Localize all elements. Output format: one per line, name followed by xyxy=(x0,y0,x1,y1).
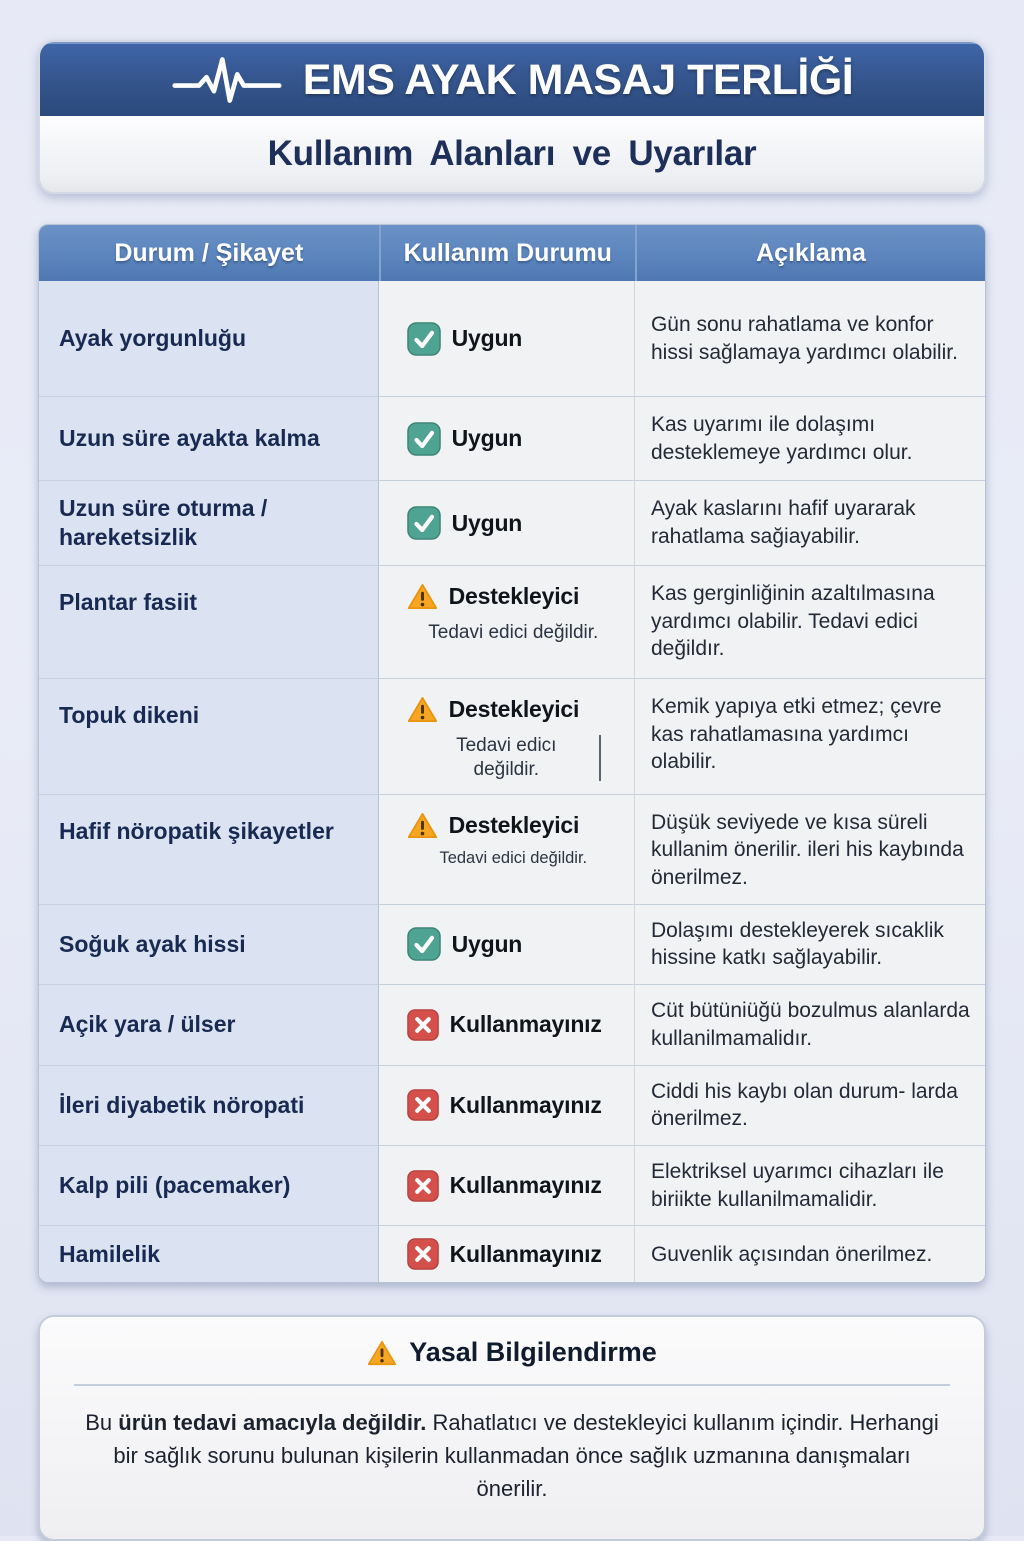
status-cell xyxy=(379,281,635,396)
description-cell: Elektriksel uyarımcı cihazları ile biriikte kullanilmamalidir. xyxy=(635,1145,985,1225)
condition-cell: İleri diyabetik nöropati xyxy=(39,1065,379,1145)
status-cell xyxy=(379,678,635,794)
description-cell: Cüt bütüniüğü bozulmus alanlarda kullanilmamalidır. xyxy=(635,984,985,1064)
status-label: Uygun xyxy=(451,509,523,536)
description-cell: Düşük seviyede ve kısa süreli kullanim önerilir. ileri his kaybında önerilmez. xyxy=(635,794,985,904)
check-icon xyxy=(407,422,441,456)
page-subtitle: Kullanım Alanları ve Uyarılar xyxy=(267,134,757,173)
status-label: Destekleyici xyxy=(448,811,580,838)
table-header-row xyxy=(39,225,985,281)
status-label: Kullanmayınız xyxy=(449,1240,602,1267)
header-card xyxy=(38,40,986,194)
description-cell: Guvenlik açısından önerilmez. xyxy=(635,1225,985,1282)
description-cell: Gün sonu rahatlama ve konfor hissi sağlamaya yardımcı olabilir. xyxy=(635,281,985,396)
warning-icon xyxy=(407,811,438,840)
status-note: Tedavi edici değildir. xyxy=(439,848,588,867)
status-cell xyxy=(379,904,635,984)
condition-cell: Açik yara / ülser xyxy=(39,984,379,1064)
warning-icon xyxy=(407,695,438,724)
condition-cell: Soğuk ayak hissi xyxy=(39,904,379,984)
description-cell: Kas gerginliğinin azaltılmasına yardımcı olabilir. Tedavi edici değildır. xyxy=(635,565,985,678)
status-label: Kullanmayınız xyxy=(449,1091,602,1118)
status-note: Tedavi edici değildir. xyxy=(428,622,599,643)
table-row xyxy=(39,281,985,396)
condition-cell: Hafif nöropatik şikayetler xyxy=(39,794,379,904)
x-icon xyxy=(407,1089,439,1121)
condition-cell: Hamilelik xyxy=(39,1225,379,1282)
artifact-bar xyxy=(599,735,601,781)
title-banner xyxy=(40,42,984,116)
check-icon xyxy=(407,506,441,540)
status-cell xyxy=(379,1065,635,1145)
subtitle-band xyxy=(40,116,984,192)
description-cell: Kas uyarımı ile dolaşımı desteklemeye yardımcı olur. xyxy=(635,396,985,480)
status-note: Tedavi edicı değildir. xyxy=(426,734,601,782)
table-row xyxy=(39,794,985,904)
table-row xyxy=(39,1225,985,1282)
table-row xyxy=(39,396,985,480)
condition-cell: Uzun süre ayakta kalma xyxy=(39,396,379,480)
table-row xyxy=(39,1065,985,1145)
description-cell: Dolaşımı destekleyerek sıcaklik hissine katkı sağlayabilir. xyxy=(635,904,985,984)
warning-icon xyxy=(367,1339,397,1367)
table-row xyxy=(39,480,985,565)
warning-icon xyxy=(407,582,438,611)
description-cell: Kemik yapıya etki etmez; çevre kas rahatlamasına yardımcı olabilir. xyxy=(635,678,985,794)
status-label: Kullanmayınız xyxy=(449,1172,602,1199)
page-title: EMS AYAK MASAJ TERLİĞİ xyxy=(302,55,854,104)
description-cell: Ciddi his kaybı olan durum- larda önerilmez. xyxy=(635,1065,985,1145)
condition-cell: Ayak yorgunluğu xyxy=(39,281,379,396)
ekg-heartbeat-icon xyxy=(171,52,283,108)
table-row xyxy=(39,678,985,794)
check-icon xyxy=(407,927,441,961)
table-row xyxy=(39,984,985,1064)
legal-title: Yasal Bilgilendirme xyxy=(409,1337,657,1368)
usage-table xyxy=(38,224,986,1283)
status-cell xyxy=(379,396,635,480)
table-body xyxy=(39,281,985,1282)
x-icon xyxy=(407,1170,439,1202)
status-cell xyxy=(379,984,635,1064)
check-icon xyxy=(407,322,441,356)
condition-cell: Kalp pili (pacemaker) xyxy=(39,1145,379,1225)
status-cell xyxy=(379,1145,635,1225)
table-row xyxy=(39,904,985,984)
status-cell xyxy=(379,565,635,678)
column-header-condition: Durum / Şikayet xyxy=(39,225,379,281)
status-cell xyxy=(379,480,635,565)
description-cell: Ayak kaslarını hafif uyararak rahatlama sağiayabilir. xyxy=(635,480,985,565)
condition-cell: Uzun süre oturma / hareketsizlik xyxy=(39,480,379,565)
column-header-description: Açıklama xyxy=(635,225,985,281)
status-label: Destekleyici xyxy=(448,696,580,722)
table-row xyxy=(39,1145,985,1225)
status-cell xyxy=(379,794,635,904)
status-cell xyxy=(379,1225,635,1282)
status-label: Uygun xyxy=(451,425,523,451)
legal-notice-card xyxy=(38,1315,986,1541)
legal-body-bold: ürün tedavi amacıyla değildir. xyxy=(118,1410,427,1436)
x-icon xyxy=(407,1238,439,1270)
status-label: Kullanmayınız xyxy=(449,1011,602,1038)
status-label: Uygun xyxy=(451,930,523,957)
legal-title-row xyxy=(74,1337,950,1386)
table-row xyxy=(39,565,985,678)
x-icon xyxy=(407,1009,439,1041)
condition-cell: Plantar fasiit xyxy=(39,565,379,678)
legal-body: Bu ürün tedavi amacıyla değildir. Rahatlatıcı ve destekleyici kullanım içindir. Herhangi bir sağlık sorunu bulunan kişilerin kullanmadan önce sağlık uzmanına danışmaları önerilir. xyxy=(85,1410,939,1502)
status-label: Uygun xyxy=(451,325,523,351)
column-header-status: Kullanım Durumu xyxy=(379,225,635,281)
status-label: Destekleyici xyxy=(448,583,580,609)
condition-cell: Topuk dikeni xyxy=(39,678,379,794)
